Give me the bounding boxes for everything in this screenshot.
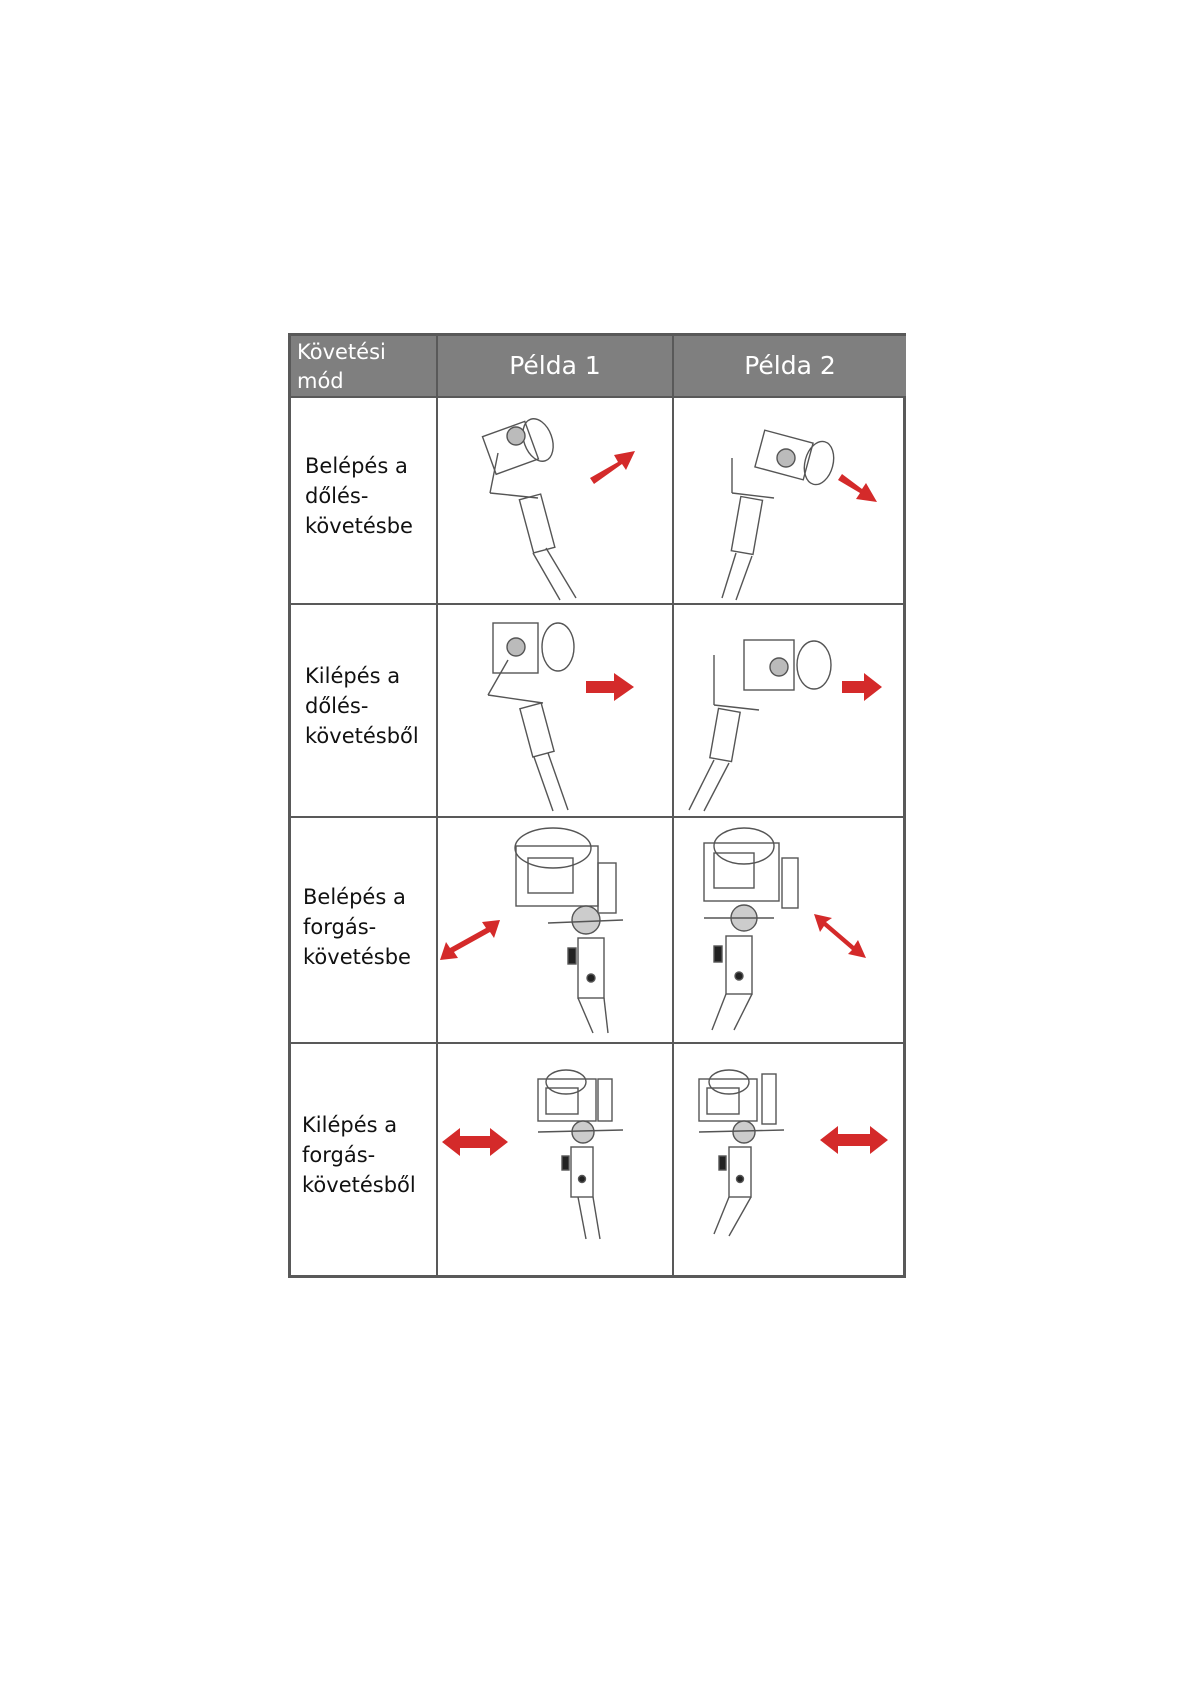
row-label-exit-pan: Kilépés a forgás- követésből <box>302 1113 416 1197</box>
cell-exit-tilt-example-1 <box>438 605 672 816</box>
row-label-enter-pan: Belépés a forgás- követésbe <box>303 885 411 969</box>
double-arrow-horizontal-icon <box>442 1128 508 1156</box>
gimbal-camera-icon <box>482 415 576 600</box>
header-example-1: Példa 1 <box>438 336 672 396</box>
cell-enter-tilt-example-2 <box>674 398 906 603</box>
arrow-right-icon <box>586 673 634 701</box>
follow-mode-table <box>288 333 906 1278</box>
cell-enter-pan-example-2 <box>674 818 906 1042</box>
gimbal-camera-icon <box>699 1070 784 1236</box>
gimbal-camera-icon <box>538 1070 623 1239</box>
double-arrow-diagonal-icon <box>440 920 500 960</box>
cell-exit-pan-example-1 <box>438 1044 672 1275</box>
cell-enter-tilt-example-1 <box>438 398 672 603</box>
cell-exit-pan-example-2 <box>674 1044 906 1275</box>
header-mode-switch: Követési mód kapcsoló <box>291 336 436 396</box>
cell-enter-pan-example-1 <box>438 818 672 1042</box>
gimbal-camera-icon <box>515 828 623 1033</box>
arrow-right-icon <box>842 673 882 701</box>
header-example-2: Példa 2 <box>674 336 906 396</box>
row-label-enter-tilt: Belépés a dőlés- követésbe <box>305 454 413 538</box>
double-arrow-diagonal-icon <box>814 914 866 958</box>
row-label-exit-tilt: Kilépés a dőlés- követésből <box>305 664 419 748</box>
arrow-down-right-icon <box>838 474 877 502</box>
gimbal-camera-icon <box>689 640 831 811</box>
arrow-up-right-icon <box>590 451 635 484</box>
gimbal-camera-icon <box>704 828 798 1030</box>
gimbal-camera-icon <box>488 623 574 811</box>
double-arrow-horizontal-icon <box>820 1126 888 1154</box>
gimbal-camera-icon <box>722 430 838 600</box>
cell-exit-tilt-example-2 <box>674 605 906 816</box>
